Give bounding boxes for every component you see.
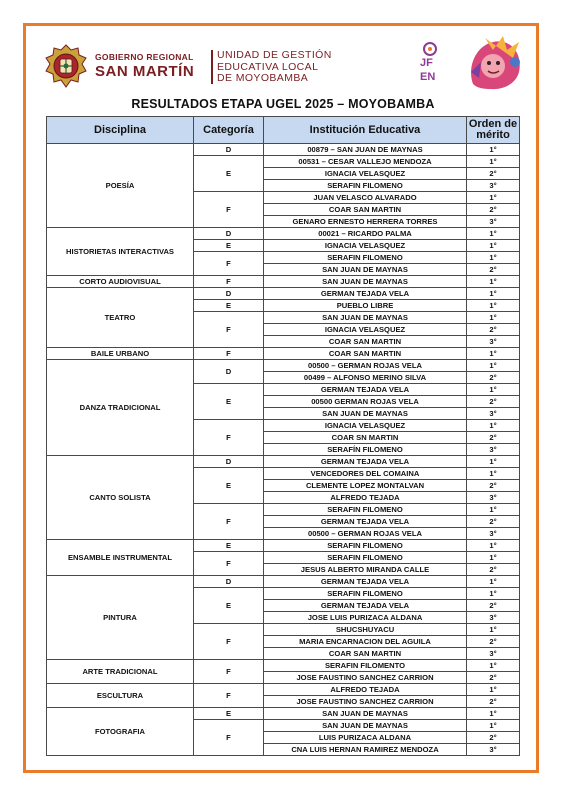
category-cell: E bbox=[194, 468, 264, 504]
rank-cell: 2° bbox=[467, 696, 520, 708]
category-cell: F bbox=[194, 192, 264, 228]
rank-cell: 3° bbox=[467, 336, 520, 348]
institution-cell: 00500 – GERMAN ROJAS VELA bbox=[264, 528, 467, 540]
category-cell: D bbox=[194, 228, 264, 240]
institution-cell: SAN JUAN DE MAYNAS bbox=[264, 264, 467, 276]
discipline-cell: ENSAMBLE INSTRUMENTAL bbox=[47, 540, 194, 576]
institution-cell: SERAFIN FILOMENO bbox=[264, 552, 467, 564]
rank-cell: 2° bbox=[467, 372, 520, 384]
svg-text:EN: EN bbox=[420, 71, 436, 83]
institution-cell: GERMAN TEJADA VELA bbox=[264, 576, 467, 588]
rank-cell: 1° bbox=[467, 192, 520, 204]
institution-cell: GERMAN TEJADA VELA bbox=[264, 288, 467, 300]
table-row bbox=[47, 228, 520, 240]
institution-cell: PUEBLO LIBRE bbox=[264, 300, 467, 312]
table-row bbox=[47, 708, 520, 720]
institution-cell: SHUCSHUYACU bbox=[264, 624, 467, 636]
rank-cell: 1° bbox=[467, 624, 520, 636]
institution-cell: GERMAN TEJADA VELA bbox=[264, 384, 467, 396]
institution-cell: SAN JUAN DE MAYNAS bbox=[264, 276, 467, 288]
ugel-line2: EDUCATIVA LOCAL bbox=[217, 60, 319, 73]
institution-cell: JESUS ALBERTO MIRANDA CALLE bbox=[264, 564, 467, 576]
rank-cell: 1° bbox=[467, 588, 520, 600]
rank-cell: 1° bbox=[467, 576, 520, 588]
rank-cell: 3° bbox=[467, 180, 520, 192]
category-cell: D bbox=[194, 288, 264, 300]
category-cell: F bbox=[194, 420, 264, 456]
discipline-cell: DANZA TRADICIONAL bbox=[47, 360, 194, 456]
institution-cell: SERAFIN FILOMENO bbox=[264, 180, 467, 192]
table-row bbox=[47, 288, 520, 300]
rank-cell: 1° bbox=[467, 456, 520, 468]
discipline-cell: CANTO SOLISTA bbox=[47, 456, 194, 540]
discipline-cell: CORTO AUDIOVISUAL bbox=[47, 276, 194, 288]
institution-cell: 00879 – SAN JUAN DE MAYNAS bbox=[264, 144, 467, 156]
rank-cell: 3° bbox=[467, 612, 520, 624]
rank-cell: 1° bbox=[467, 720, 520, 732]
rank-cell: 1° bbox=[467, 348, 520, 360]
institution-cell: SERAFIN FILOMENO bbox=[264, 588, 467, 600]
rank-cell: 1° bbox=[467, 156, 520, 168]
regional-seal-icon bbox=[45, 44, 87, 88]
institution-cell: GENARO ERNESTO HERRERA TORRES bbox=[264, 216, 467, 228]
rank-cell: 2° bbox=[467, 732, 520, 744]
institution-cell: CNA LUIS HERNAN RAMIREZ MENDOZA bbox=[264, 744, 467, 756]
institution-cell: CLEMENTE LOPEZ MONTALVAN bbox=[264, 480, 467, 492]
institution-cell: ALFREDO TEJADA bbox=[264, 492, 467, 504]
rank-cell: 2° bbox=[467, 672, 520, 684]
ugel-line3: DE MOYOBAMBA bbox=[217, 72, 309, 84]
ugel-logo bbox=[217, 50, 332, 85]
institution-cell: MARIA ENCARNACION DEL AGUILA bbox=[264, 636, 467, 648]
rank-cell: 1° bbox=[467, 312, 520, 324]
rank-cell: 1° bbox=[467, 240, 520, 252]
rank-cell: 1° bbox=[467, 504, 520, 516]
institution-cell: GERMAN TEJADA VELA bbox=[264, 600, 467, 612]
rank-cell: 3° bbox=[467, 216, 520, 228]
discipline-cell: POESÍA bbox=[47, 144, 194, 228]
category-cell: E bbox=[194, 384, 264, 420]
category-cell: E bbox=[194, 240, 264, 252]
results-table bbox=[46, 116, 520, 756]
table-row bbox=[47, 144, 520, 156]
rank-cell: 3° bbox=[467, 744, 520, 756]
category-cell: F bbox=[194, 552, 264, 576]
category-cell: E bbox=[194, 708, 264, 720]
rank-cell: 2° bbox=[467, 264, 520, 276]
institution-cell: COAR SAN MARTIN bbox=[264, 348, 467, 360]
category-cell: E bbox=[194, 540, 264, 552]
category-cell: F bbox=[194, 624, 264, 660]
institution-cell: SAN JUAN DE MAYNAS bbox=[264, 408, 467, 420]
rank-cell: 2° bbox=[467, 324, 520, 336]
rank-cell: 2° bbox=[467, 516, 520, 528]
category-cell: F bbox=[194, 312, 264, 348]
rank-cell: 3° bbox=[467, 528, 520, 540]
table-row bbox=[47, 576, 520, 588]
institution-cell: COAR SAN MARTIN bbox=[264, 336, 467, 348]
table-row bbox=[47, 360, 520, 372]
institution-cell: 00531 – CESAR VALLEJO MENDOZA bbox=[264, 156, 467, 168]
institution-cell: IGNACIA VELASQUEZ bbox=[264, 324, 467, 336]
category-cell: F bbox=[194, 660, 264, 684]
table-header-row bbox=[47, 117, 520, 144]
discipline-cell: TEATRO bbox=[47, 288, 194, 348]
discipline-cell: ESCULTURA bbox=[47, 684, 194, 708]
institution-cell: COAR SN MARTIN bbox=[264, 432, 467, 444]
col-discipline-header: Disciplina bbox=[47, 117, 194, 144]
institution-cell: ALFREDO TEJADA bbox=[264, 684, 467, 696]
rank-cell: 1° bbox=[467, 288, 520, 300]
ugel-line1: UNIDAD DE GESTIÓN bbox=[217, 49, 332, 61]
institution-cell: SERAFIN FILOMENO bbox=[264, 504, 467, 516]
rank-cell: 1° bbox=[467, 660, 520, 672]
rank-cell: 2° bbox=[467, 600, 520, 612]
institution-cell: 00500 GERMAN ROJAS VELA bbox=[264, 396, 467, 408]
institution-cell: GERMAN TEJADA VELA bbox=[264, 516, 467, 528]
institution-cell: SERAFÍN FILOMENO bbox=[264, 444, 467, 456]
gob-line1: GOBIERNO REGIONAL bbox=[95, 52, 194, 62]
institution-cell: SERAFIN FILOMENO bbox=[264, 540, 467, 552]
table-row bbox=[47, 276, 520, 288]
table-row bbox=[47, 456, 520, 468]
category-cell: F bbox=[194, 252, 264, 276]
rank-cell: 2° bbox=[467, 564, 520, 576]
category-cell: D bbox=[194, 360, 264, 384]
rank-cell: 1° bbox=[467, 252, 520, 264]
institution-cell: JUAN VELASCO ALVARADO bbox=[264, 192, 467, 204]
rank-cell: 1° bbox=[467, 684, 520, 696]
category-cell: F bbox=[194, 276, 264, 288]
rank-cell: 2° bbox=[467, 396, 520, 408]
rank-cell: 1° bbox=[467, 420, 520, 432]
institution-cell: COAR SAN MARTIN bbox=[264, 204, 467, 216]
header-divider bbox=[211, 50, 213, 84]
rank-cell: 1° bbox=[467, 552, 520, 564]
category-cell: F bbox=[194, 348, 264, 360]
rank-cell: 2° bbox=[467, 636, 520, 648]
page-title: RESULTADOS ETAPA UGEL 2025 – MOYOBAMBA bbox=[131, 97, 435, 111]
institution-cell: SERAFIN FILOMENTO bbox=[264, 660, 467, 672]
institution-cell: VENCEDORES DEL COMAINA bbox=[264, 468, 467, 480]
discipline-cell: BAILE URBANO bbox=[47, 348, 194, 360]
category-cell: E bbox=[194, 156, 264, 192]
institution-cell: SERAFIN FILOMENO bbox=[264, 252, 467, 264]
institution-cell: COAR SAN MARTIN bbox=[264, 648, 467, 660]
table-row bbox=[47, 540, 520, 552]
category-cell: D bbox=[194, 144, 264, 156]
rank-cell: 1° bbox=[467, 228, 520, 240]
rank-cell: 3° bbox=[467, 648, 520, 660]
rank-cell: 3° bbox=[467, 444, 520, 456]
institution-cell: JOSE FAUSTINO SANCHEZ CARRION bbox=[264, 696, 467, 708]
rank-cell: 1° bbox=[467, 384, 520, 396]
rank-cell: 1° bbox=[467, 276, 520, 288]
col-institution-header: Institución Educativa bbox=[264, 117, 467, 144]
rank-cell: 1° bbox=[467, 468, 520, 480]
rank-cell: 2° bbox=[467, 480, 520, 492]
institution-cell: 00500 – GERMAN ROJAS VELA bbox=[264, 360, 467, 372]
institution-cell: IGNACIA VELASQUEZ bbox=[264, 168, 467, 180]
mascot-illustration-icon bbox=[463, 32, 527, 92]
category-cell: D bbox=[194, 576, 264, 588]
document-header bbox=[45, 40, 525, 92]
category-cell: F bbox=[194, 504, 264, 540]
rank-cell: 1° bbox=[467, 540, 520, 552]
category-cell: E bbox=[194, 300, 264, 312]
table-row bbox=[47, 660, 520, 672]
category-cell: F bbox=[194, 720, 264, 756]
rank-cell: 3° bbox=[467, 408, 520, 420]
institution-cell: LUIS PURIZACA ALDANA bbox=[264, 732, 467, 744]
gob-line2: SAN MARTÍN bbox=[95, 62, 195, 80]
rank-cell: 1° bbox=[467, 708, 520, 720]
regional-government-logo bbox=[95, 53, 194, 79]
discipline-cell: PINTURA bbox=[47, 576, 194, 660]
institution-cell: IGNACIA VELASQUEZ bbox=[264, 420, 467, 432]
institution-cell: GERMAN TEJADA VELA bbox=[264, 456, 467, 468]
category-cell: E bbox=[194, 588, 264, 624]
institution-cell: 00021 – RICARDO PALMA bbox=[264, 228, 467, 240]
institution-cell: JOSE FAUSTINO SANCHEZ CARRION bbox=[264, 672, 467, 684]
discipline-cell: FOTOGRAFIA bbox=[47, 708, 194, 756]
col-rank-header: Orden de mérito bbox=[467, 117, 520, 144]
table-row bbox=[47, 684, 520, 696]
rank-cell: 1° bbox=[467, 144, 520, 156]
jfen-logo-icon bbox=[417, 42, 443, 84]
category-cell: F bbox=[194, 684, 264, 708]
discipline-cell: HISTORIETAS INTERACTIVAS bbox=[47, 228, 194, 276]
rank-cell: 1° bbox=[467, 300, 520, 312]
rank-cell: 2° bbox=[467, 432, 520, 444]
rank-cell: 1° bbox=[467, 360, 520, 372]
svg-text:JF: JF bbox=[420, 57, 433, 69]
rank-cell: 3° bbox=[467, 492, 520, 504]
institution-cell: 00499 – ALFONSO MERINO SILVA bbox=[264, 372, 467, 384]
rank-cell: 2° bbox=[467, 204, 520, 216]
discipline-cell: ARTE TRADICIONAL bbox=[47, 660, 194, 684]
institution-cell: SAN JUAN DE MAYNAS bbox=[264, 708, 467, 720]
category-cell: D bbox=[194, 456, 264, 468]
institution-cell: JOSE LUIS PURIZACA ALDANA bbox=[264, 612, 467, 624]
col-category-header: Categoría bbox=[194, 117, 264, 144]
rank-cell: 2° bbox=[467, 168, 520, 180]
institution-cell: SAN JUAN DE MAYNAS bbox=[264, 720, 467, 732]
institution-cell: IGNACIA VELASQUEZ bbox=[264, 240, 467, 252]
institution-cell: SAN JUAN DE MAYNAS bbox=[264, 312, 467, 324]
table-row bbox=[47, 348, 520, 360]
